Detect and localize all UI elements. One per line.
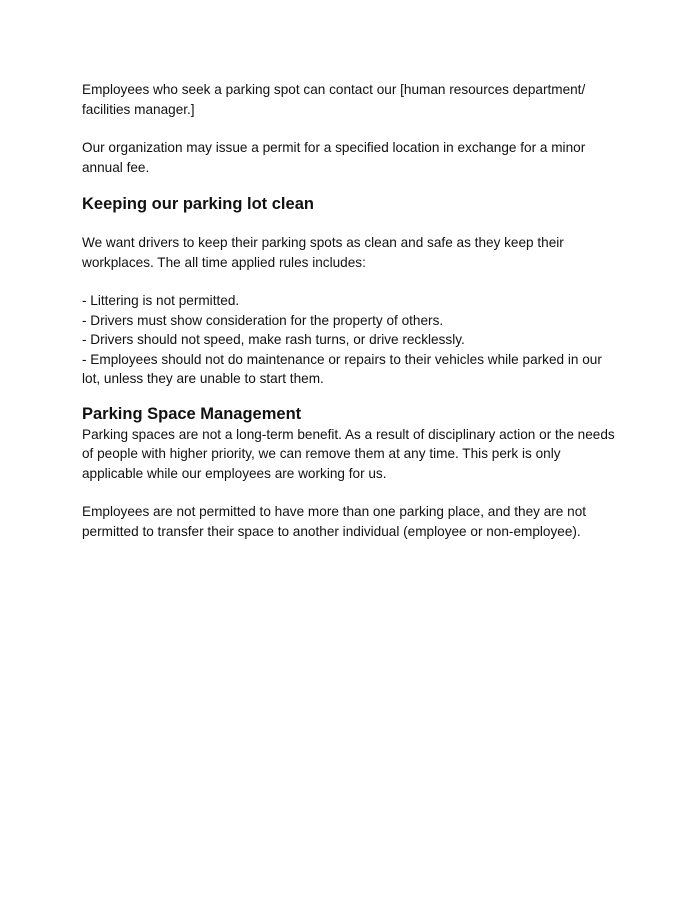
management-paragraph: Parking spaces are not a long-term benefit. As a result of disciplinary action or the needs of people with higher priority, we can remove them at any time. This perk is only applicable while our employees are working for us. — [82, 426, 615, 481]
document-page — [82, 80, 617, 541]
list-item: - Drivers must show consideration for the property of others. — [82, 312, 444, 328]
clean-intro-paragraph: We want drivers to keep their parking spots as clean and safe as they keep their workplaces. The all time applied rules includes: — [82, 235, 564, 270]
list-item: - Employees should not do maintenance or repairs to their vehicles while parked in our lot, unless they are unable to start them. — [82, 351, 602, 386]
transfer-paragraph: Employees are not permitted to have more than one parking place, and they are not permitted to transfer their space to another individual (employee or non-employee). — [82, 504, 587, 539]
heading-parking-space-management: Parking Space Management — [82, 404, 302, 423]
rules-list — [82, 291, 617, 389]
permit-paragraph: Our organization may issue a permit for a specified location in exchange for a minor annual fee. — [82, 140, 586, 175]
list-item: - Littering is not permitted. — [82, 293, 240, 308]
heading-keeping-lot-clean: Keeping our parking lot clean — [82, 195, 314, 213]
list-item: - Drivers should not speed, make rash turns, or drive recklessly. — [82, 332, 465, 347]
contact-paragraph: Employees who seek a parking spot can contact our [human resources department/ facilities manager.] — [82, 82, 586, 117]
